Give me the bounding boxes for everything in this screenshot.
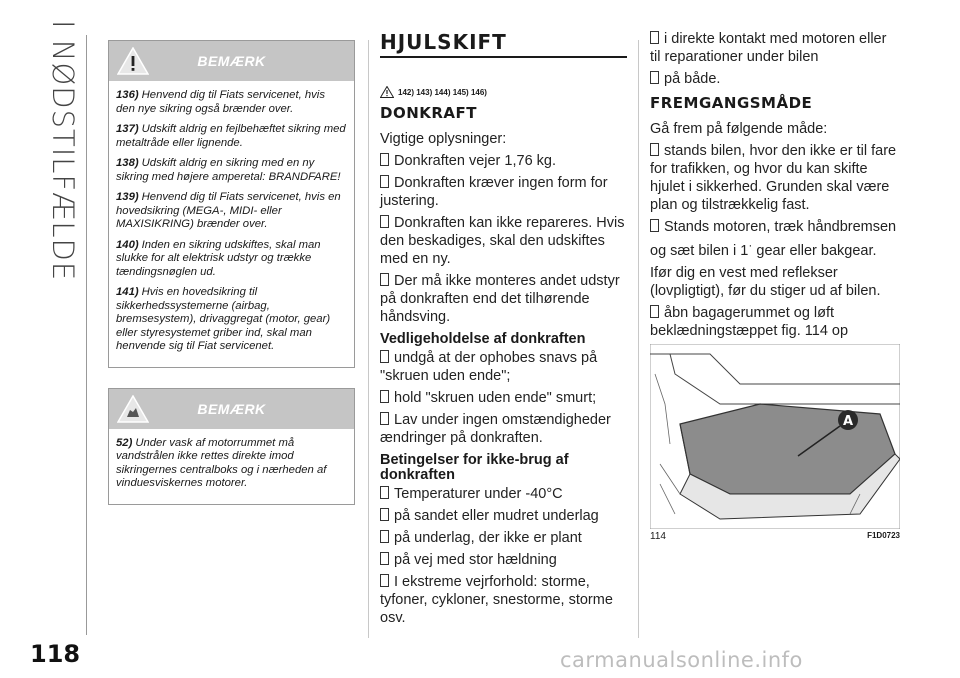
procedure-intro: Gå frem på følgende måde: xyxy=(650,121,828,137)
figure-callout-label: A xyxy=(842,413,854,429)
note-item: 141) Hvis en hovedsikring til sikkerhedssystemerne (airbag, bremsesystem), drivaggregat (motor, gear) eller styresystemet griber ind, skal man henvende sig til Fiat servicenet. xyxy=(116,286,331,352)
bullet-box-icon xyxy=(380,486,389,499)
bullet-box-icon xyxy=(380,215,389,228)
list-item: på vej med stor hældning xyxy=(380,551,627,569)
list-item: på både. xyxy=(650,70,900,88)
list-item: Donkraften kan ikke repareres. Hvis den beskadiges, skal den udskiftes med en ny. xyxy=(380,215,625,267)
note-item: 140) Inden en sikring udskiftes, skal man slukke for alt elektrisk udstyr og trække tændingsnøglen ud. xyxy=(116,238,321,278)
wheel-change-column xyxy=(380,30,627,631)
margin-divider xyxy=(86,35,87,635)
note-box-warning xyxy=(108,40,355,368)
bullet-box-icon xyxy=(380,350,389,363)
list-item: Donkraften vejer 1,76 kg. xyxy=(380,152,627,170)
procedure-column xyxy=(650,30,900,542)
note-header xyxy=(109,41,354,81)
warning-triangle-icon xyxy=(380,86,394,98)
watermark-text: carmanualsonline.info xyxy=(560,648,803,672)
bullet-box-icon xyxy=(650,71,659,84)
bullet-box-icon xyxy=(650,219,659,232)
trunk-illustration xyxy=(650,344,900,529)
bullet-box-icon xyxy=(380,412,389,425)
figure-number: 114 xyxy=(650,530,666,542)
note-body xyxy=(109,429,354,504)
bullet-box-icon xyxy=(650,143,659,156)
note-item: 138) Udskift aldrig en sikring med en ny sikring med højere amperetal: BRANDFARE! xyxy=(116,157,341,183)
list-item: i direkte kontakt med motoren eller til reparationer under bilen xyxy=(650,31,887,65)
conditions-heading: Betingelser for ikke-brug af donkraften xyxy=(380,452,569,483)
note-item: 139) Henvend dig til Fiats servicenet, hvis en hovedsikring (MEGA-, MIDI- eller MAXISIKRING) brænder over. xyxy=(116,191,341,230)
bullet-box-icon xyxy=(380,390,389,403)
note-item: 136) Henvend dig til Fiats servicenet, hvis den nye sikring også brænder over. xyxy=(116,89,325,115)
bullet-box-icon xyxy=(650,31,659,44)
column-divider xyxy=(638,40,639,638)
jack-heading: DONKRAFT xyxy=(380,104,478,122)
note-heading: BEMÆRK xyxy=(197,400,266,417)
list-item: Donkraften kræver ingen form for justering. xyxy=(380,175,608,209)
intro-text: Vigtige oplysninger: xyxy=(380,131,507,147)
procedure-heading: FREMGANGSMÅDE xyxy=(650,94,813,112)
warning-references: 142) 143) 144) 145) 146) xyxy=(380,86,627,98)
bullet-box-icon xyxy=(380,273,389,286)
list-item: på sandet eller mudret underlag xyxy=(380,507,627,525)
list-item: Lav under ingen omstændigheder ændringer på donkraften. xyxy=(380,412,611,446)
section-title: HJULSKIFT xyxy=(380,30,627,58)
note-body xyxy=(109,81,354,367)
bullet-box-icon xyxy=(380,530,389,543)
note-box-environment xyxy=(108,388,355,505)
bullet-box-icon xyxy=(380,574,389,587)
figure-caption xyxy=(650,531,900,542)
list-item: Der må ikke monteres andet udstyr på donkraften end det tilhørende håndsving. xyxy=(380,273,620,325)
column-divider xyxy=(368,40,369,638)
bullet-box-icon xyxy=(380,508,389,521)
chapter-side-title: I NØDSTILFÆLDE xyxy=(46,20,80,282)
maintenance-heading: Vedligeholdelse af donkraften xyxy=(380,331,586,347)
bullet-box-icon xyxy=(650,305,659,318)
safety-vest-text: Ifør dig en vest med reflekser (lovpligtigt), før du stiger ud af bilen. xyxy=(650,264,881,299)
list-item: åbn bagagerummet og løft beklædningstæppet fig. 114 op xyxy=(650,304,849,339)
notes-column xyxy=(108,40,355,505)
list-item: I ekstreme vejrforhold: storme, tyfoner, cykloner, snestorme, storme osv. xyxy=(380,574,613,626)
list-item: stands bilen, hvor den ikke er til fare for trafikken, og hvor du kan skifte hjulet i sikkerhed. Grunden skal være plan og tilstrækkelig fast. xyxy=(650,143,897,213)
page-number: 118 xyxy=(30,640,81,668)
list-item: på underlag, der ikke er plant xyxy=(380,529,627,547)
bullet-box-icon xyxy=(380,153,389,166)
trunk-drawing xyxy=(650,344,900,529)
bullet-box-icon xyxy=(380,552,389,565)
list-item: undgå at der ophobes snavs på "skruen uden ende"; xyxy=(380,350,598,384)
note-header xyxy=(109,389,354,429)
note-item: 137) Udskift aldrig en fejlbehæftet sikring med metaltråde eller lignende. xyxy=(116,123,346,149)
list-item: Temperaturer under -40°C xyxy=(380,485,627,503)
note-item: 52) Under vask af motorrummet må vandstrålen ikke rettes direkte imod sikringernes centralboks og i nærheden af vinduesviskernes motorer. xyxy=(116,436,327,489)
list-item: hold "skruen uden ende" smurt; xyxy=(380,389,627,407)
list-item: Stands motoren, træk håndbremsen og sæt bilen i 1· gear eller bakgear. xyxy=(650,219,897,259)
bullet-box-icon xyxy=(380,175,389,188)
figure-code: F1D0723 xyxy=(867,530,900,540)
note-heading: BEMÆRK xyxy=(197,53,266,69)
